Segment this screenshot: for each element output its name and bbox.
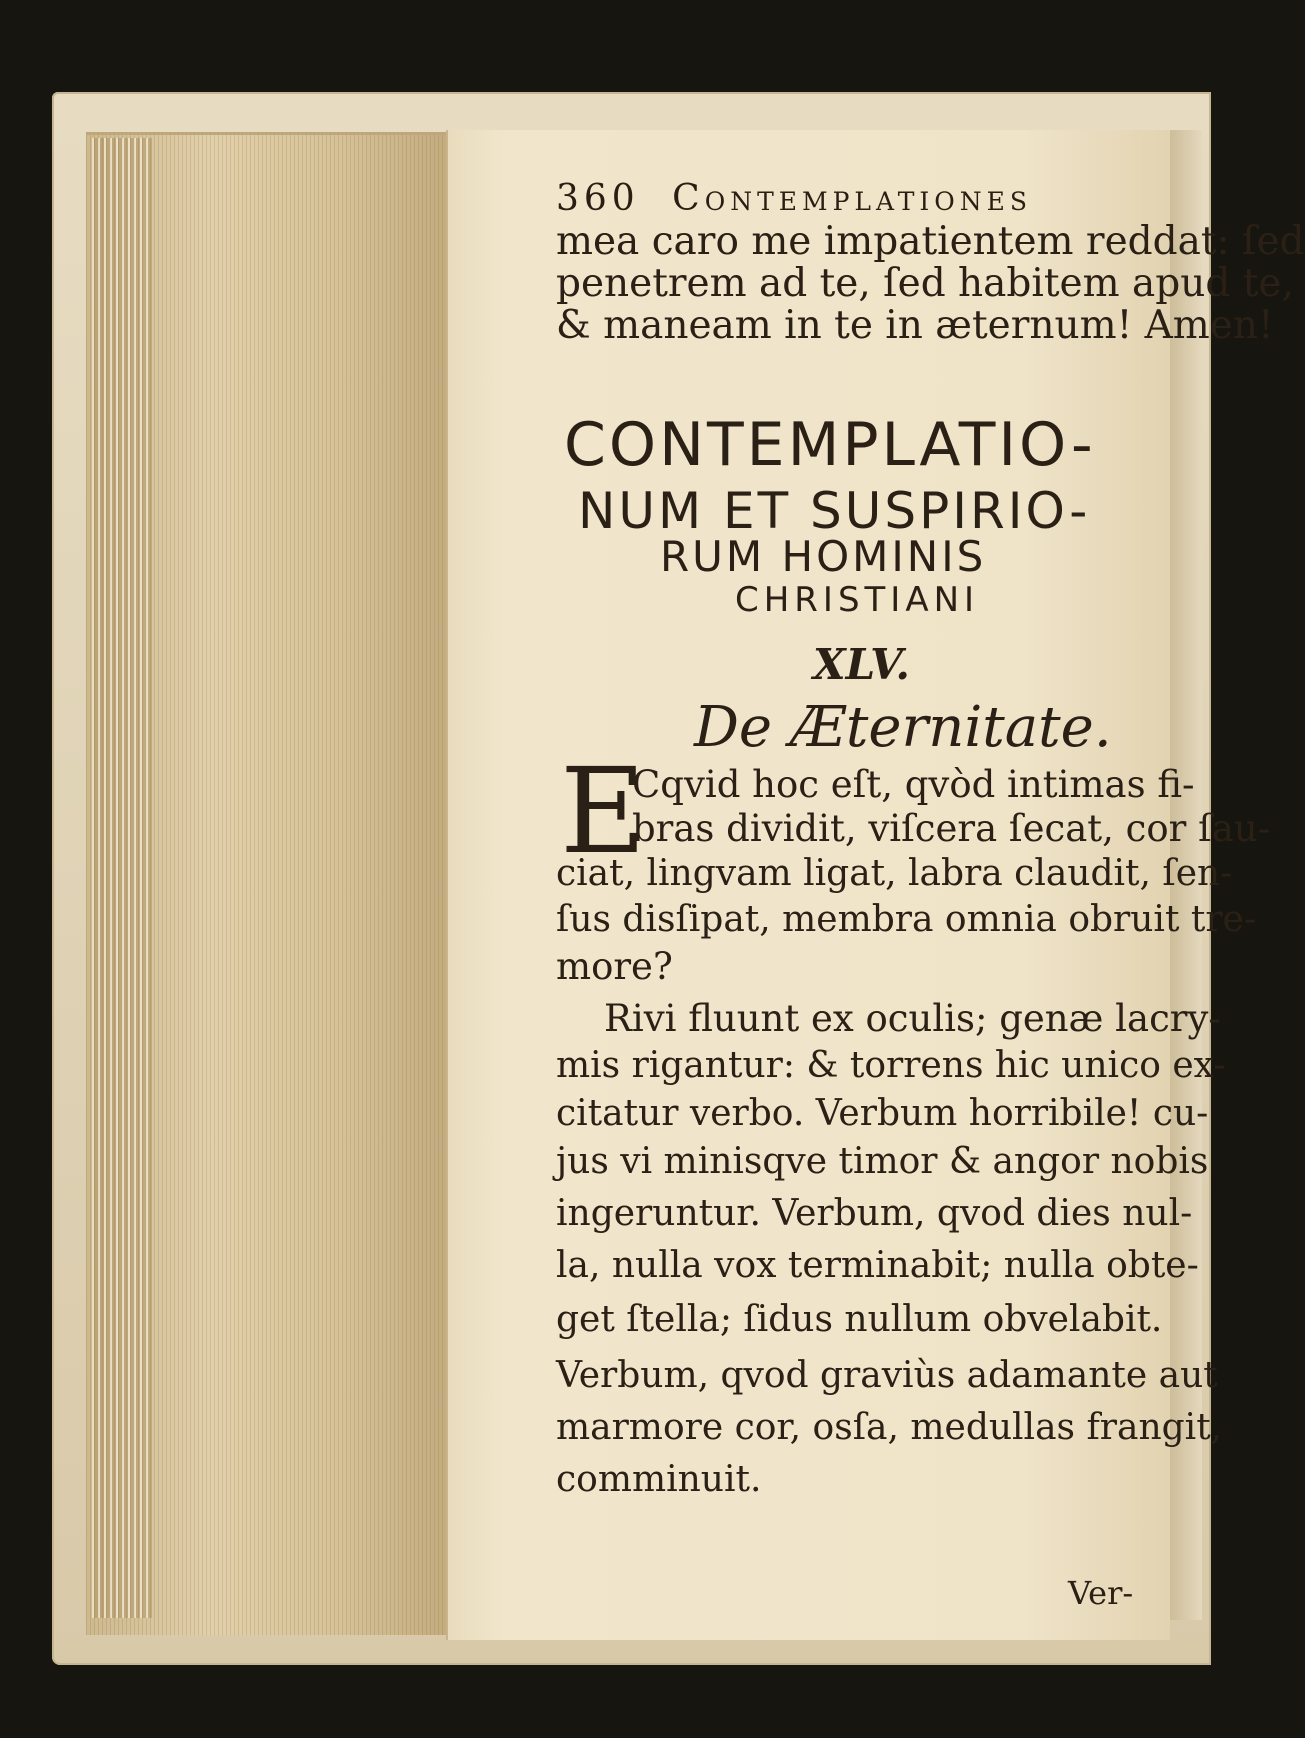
body-line: citatur verbo. Verbum horribile! cu-	[556, 1093, 1209, 1134]
body-line: comminuit.	[556, 1459, 762, 1500]
body-line: get ſtella; ſidus nullum obvelabit.	[556, 1299, 1163, 1340]
body-line: mis rigantur: & torrens hic unico ex-	[556, 1045, 1226, 1086]
page-edges-detail	[92, 138, 152, 1618]
body-line: Cqvid hoc eſt, qvòd intimas fi-	[632, 763, 1195, 806]
page-number: 360	[556, 178, 640, 219]
opening-line: & maneam in te in æternum! Amen!	[556, 303, 1274, 348]
opening-line: penetrem ad te, ſed habitem apud te,	[556, 261, 1294, 306]
body-line: ciat, lingvam ligat, labra claudit, ſen-	[556, 853, 1233, 894]
body-line: jus vi minisqve timor & angor nobis	[556, 1141, 1209, 1182]
body-line: ſus disſipat, membra omnia obruit tre-	[556, 899, 1256, 940]
body-line: ingeruntur. Verbum, qvod dies nul-	[556, 1193, 1193, 1234]
chapter-heading-line: CHRISTIANI	[735, 580, 980, 620]
body-line: la, nulla vox terminabit; nulla obte-	[556, 1245, 1199, 1286]
chapter-heading-line: NUM ET SUSPIRIO-	[578, 482, 1091, 540]
catchword: Ver-	[1068, 1574, 1134, 1612]
running-head-title: Contemplationes	[672, 178, 1033, 219]
opening-line: mea caro me impatientem reddat: ſed	[556, 219, 1305, 264]
body-line: bras dividit, viſcera ſecat, cor ſau-	[632, 807, 1271, 850]
drop-cap: E	[560, 742, 647, 880]
body-line: Rivi fluunt ex oculis; genæ lacry-	[604, 997, 1221, 1040]
chapter-number: XLV.	[813, 640, 911, 689]
running-head	[556, 178, 1032, 219]
chapter-heading-line: CONTEMPLATIO-	[564, 410, 1096, 480]
chapter-heading-line: RUM HOMINIS	[660, 532, 987, 581]
body-line: Verbum, qvod graviùs adamante aut	[556, 1355, 1218, 1396]
body-line: more?	[556, 945, 673, 988]
body-line: marmore cor, osſa, medullas frangit,	[556, 1407, 1223, 1448]
chapter-title: De Æternitate.	[694, 695, 1112, 760]
